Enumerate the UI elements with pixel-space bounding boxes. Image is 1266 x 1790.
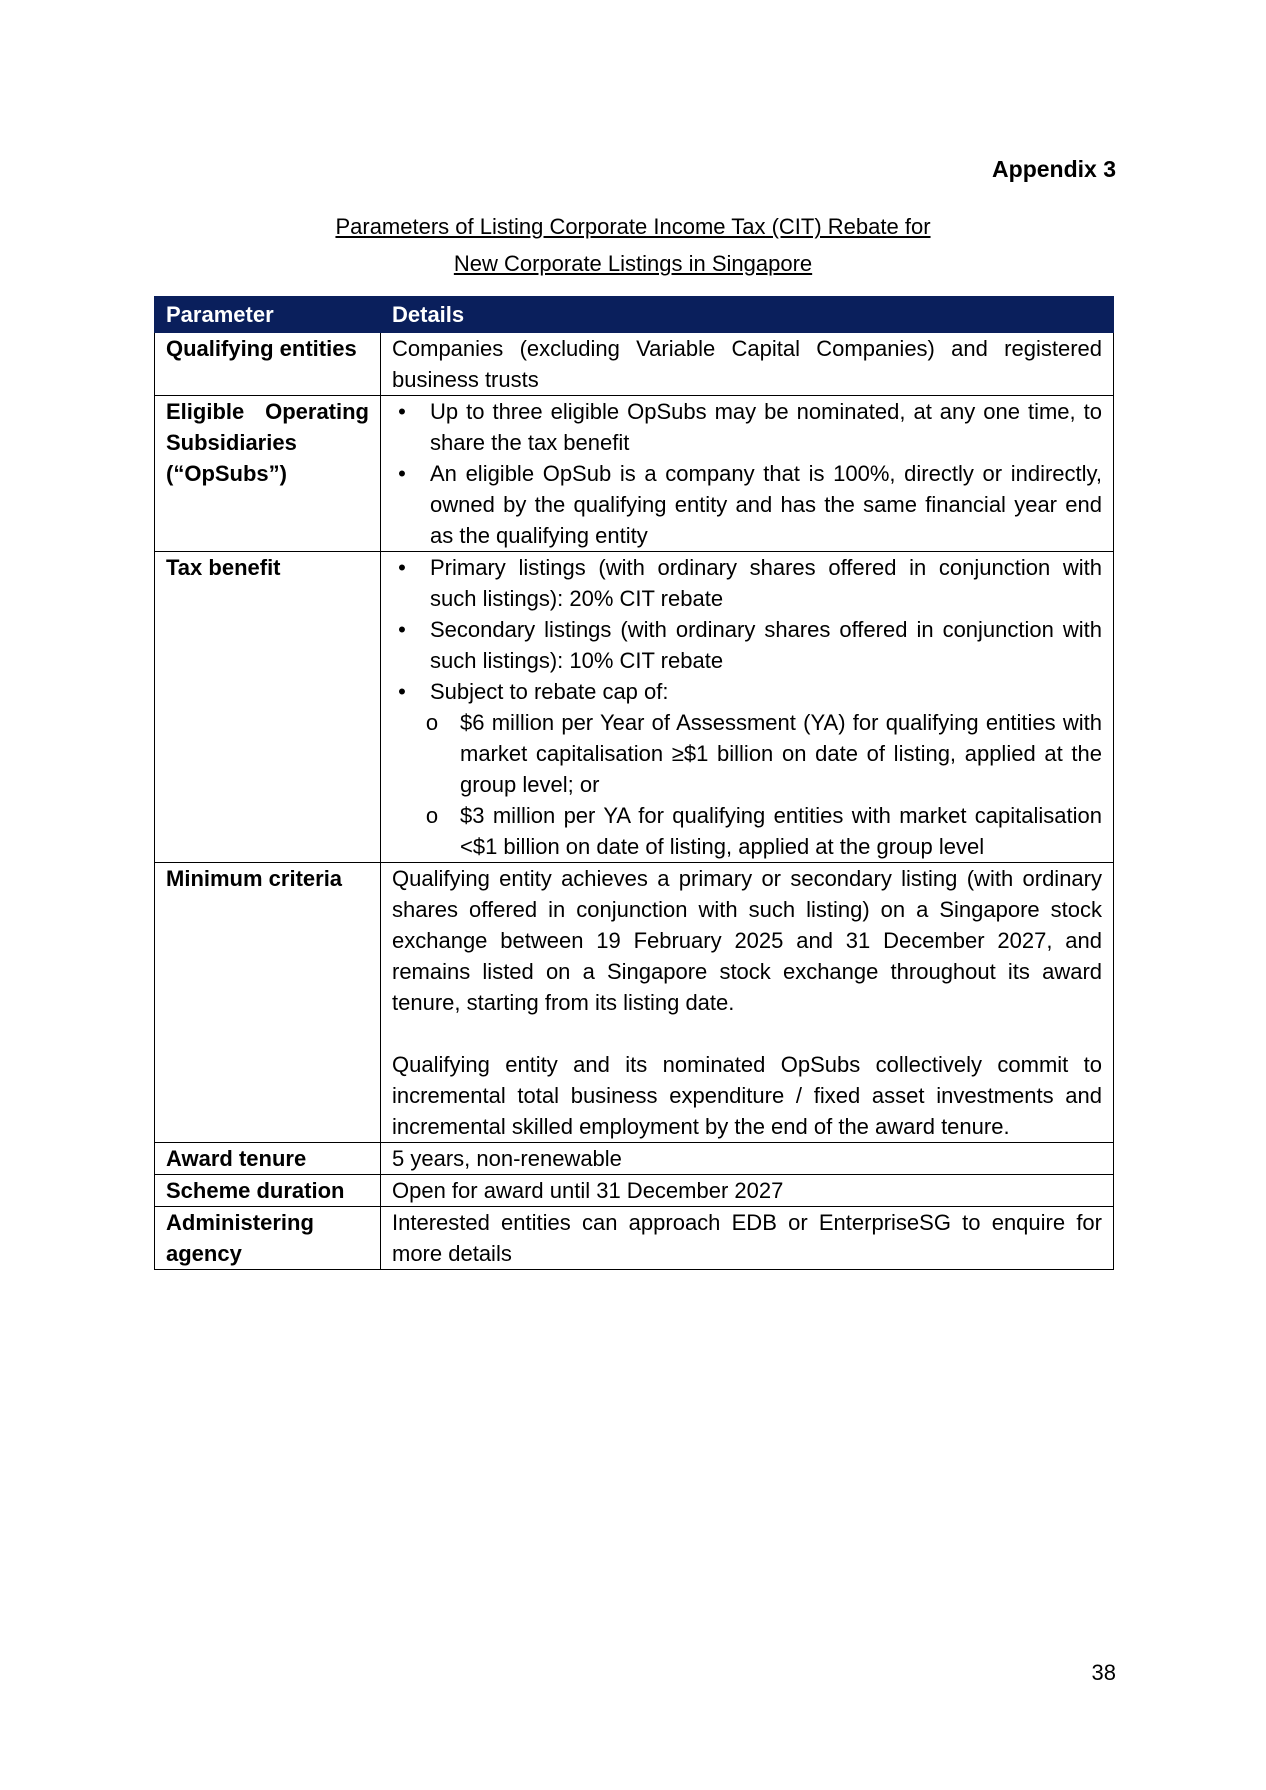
detail-opsubs xyxy=(381,396,1114,552)
param-administering-agency xyxy=(155,1207,381,1270)
document-title xyxy=(0,208,1266,282)
parameters-table xyxy=(154,296,1114,1270)
param-opsubs xyxy=(155,396,381,552)
header-parameter: Parameter xyxy=(155,297,381,333)
title-line-1: Parameters of Listing Corporate Income Tax (CIT) Rebate for xyxy=(335,214,931,239)
title-line-2: New Corporate Listings in Singapore xyxy=(453,251,813,276)
page-number: 38 xyxy=(1091,1660,1116,1685)
row-award-tenure xyxy=(155,1143,1114,1175)
row-scheme-duration xyxy=(155,1175,1114,1207)
param-scheme-duration: Scheme duration xyxy=(155,1175,381,1207)
row-qualifying-entities xyxy=(155,333,1114,396)
table-header-row xyxy=(155,297,1114,333)
detail-qualifying-entities: Companies (excluding Variable Capital Companies) and registered business trusts xyxy=(381,333,1114,396)
param-award-tenure: Award tenure xyxy=(155,1143,381,1175)
row-opsubs xyxy=(155,396,1114,552)
row-administering-agency xyxy=(155,1207,1114,1270)
tax-bullet-2: • Secondary listings (with ordinary shares offered in conjunction with such listings): 10% CIT rebate xyxy=(430,614,1102,676)
minimum-paragraph-1: Qualifying entity achieves a primary or secondary listing (with ordinary shares offered in conjunction with such listing) on a Singapore stock exchange between 19 February 2025 and 31 December 2027, and remains listed on a Singapore stock exchange throughout its award tenure, starting from its listing date. xyxy=(392,866,1102,1015)
detail-administering-agency: Interested entities can approach EDB or EnterpriseSG to enquire for more details xyxy=(381,1207,1114,1270)
param-minimum-criteria: Minimum criteria xyxy=(155,863,381,1143)
appendix-label: Appendix 3 xyxy=(992,156,1116,182)
param-opsubs-label-1b: Operating xyxy=(265,399,369,424)
opsubs-bullet-2: • An eligible OpSub is a company that is 100%, directly or indirectly, owned by the qualifying entity and has the same financial year end as the qualifying entity xyxy=(430,458,1102,551)
detail-scheme-duration: Open for award until 31 December 2027 xyxy=(381,1175,1114,1207)
param-opsubs-label-3: (“OpSubs”) xyxy=(166,461,287,486)
param-tax-benefit: Tax benefit xyxy=(155,552,381,863)
row-minimum-criteria xyxy=(155,863,1114,1143)
opsubs-bullet-1: • Up to three eligible OpSubs may be nominated, at any one time, to share the tax benefit xyxy=(430,396,1102,458)
tax-bullet-3-text: Subject to rebate cap of: xyxy=(430,679,669,704)
row-tax-benefit xyxy=(155,552,1114,863)
tax-bullet-1: • Primary listings (with ordinary shares offered in conjunction with such listings): 20% CIT rebate xyxy=(430,552,1102,614)
detail-minimum-criteria xyxy=(381,863,1114,1143)
minimum-paragraph-2: Qualifying entity and its nominated OpSubs collectively commit to incremental total business expenditure / fixed asset investments and incremental skilled employment by the end of the award tenure. xyxy=(392,1052,1102,1139)
tax-bullet-3 xyxy=(430,676,1102,862)
param-agency-label-2: agency xyxy=(166,1241,242,1266)
header-details: Details xyxy=(381,297,1114,333)
tax-sub-bullet-2: o $3 million per YA for qualifying entities with market capitalisation <$1 billion on date of listing, applied at the group level xyxy=(460,800,1102,862)
param-opsubs-label-1a: Eligible xyxy=(166,399,245,424)
detail-award-tenure: 5 years, non-renewable xyxy=(381,1143,1114,1175)
detail-tax-benefit xyxy=(381,552,1114,863)
param-qualifying-entities: Qualifying entities xyxy=(155,333,381,396)
param-opsubs-label-2: Subsidiaries xyxy=(166,430,297,455)
tax-sub-bullet-1: o $6 million per Year of Assessment (YA) for qualifying entities with market capitalisation ≥$1 billion on date of listing, applied at the group level; or xyxy=(460,707,1102,800)
param-agency-label-1: Administering xyxy=(166,1210,314,1235)
